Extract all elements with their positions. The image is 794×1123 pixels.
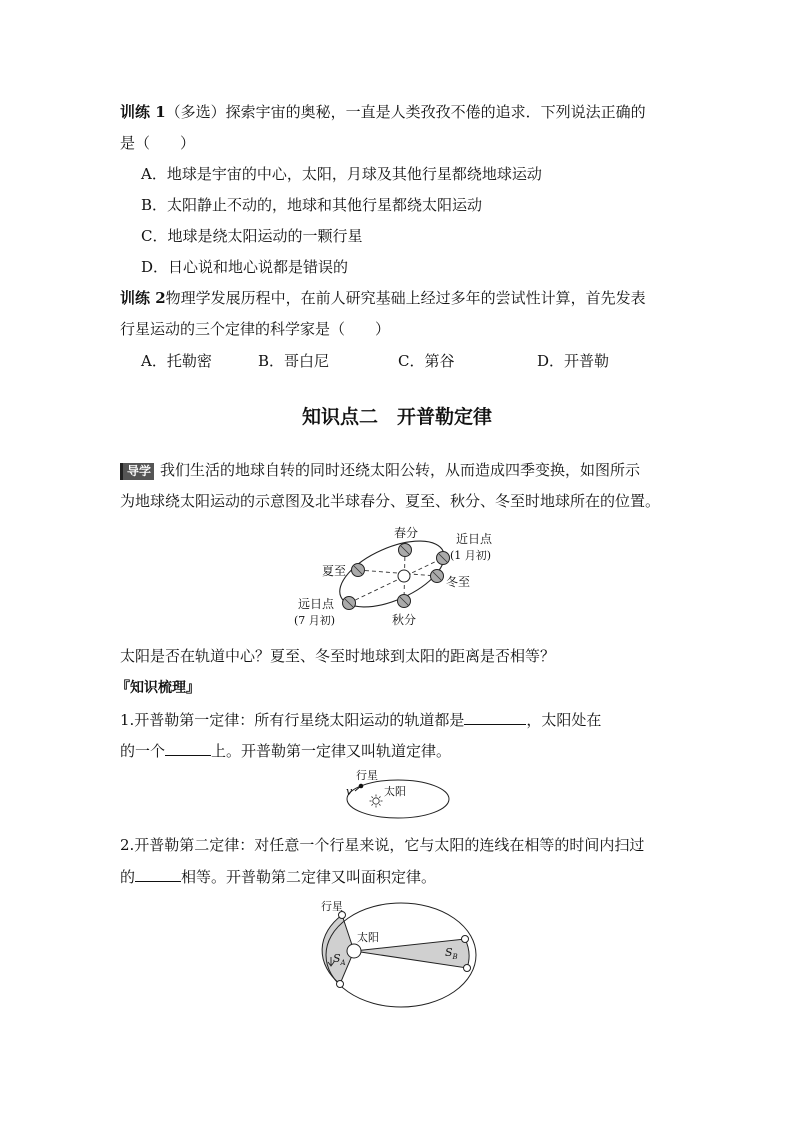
orbit-seasons-figure (290, 522, 520, 632)
axis-solstice (358, 570, 437, 576)
exercise-2-option-b: B．哥白尼 (258, 352, 330, 370)
exercise-1-question-line1 (120, 102, 646, 122)
sun-icon (398, 570, 410, 582)
label-winter: 冬至 (446, 575, 471, 589)
fig1-velocity-label: v (346, 785, 353, 798)
exercise-2-label: 训练 2 (120, 289, 166, 307)
exercise-1-option-a: A．地球是宇宙的中心，太阳，月球及其他行星都绕地球运动 (141, 165, 542, 183)
exercise-1-option-b: B．太阳静止不动的，地球和其他行星都绕太阳运动 (141, 196, 483, 214)
exercise-1-question-line2: 是（ ） (120, 134, 196, 152)
law1-blank-orbit[interactable] (464, 709, 526, 725)
label-aphelion: 远日点 (298, 597, 335, 611)
label-perihelion-time: (1 月初) (450, 549, 492, 562)
exercise-2-option-d: D．开普勒 (537, 352, 610, 370)
sun-icon-2 (347, 944, 361, 958)
fig1-planet-label: 行星 (356, 769, 378, 782)
summary-title: 『知识梳理』 (116, 680, 200, 696)
law1-text-3: 的一个 (120, 742, 166, 760)
sun-symbol-icon (370, 795, 383, 808)
label-perihelion: 近日点 (456, 532, 493, 546)
law2-text-2: 的 (120, 868, 136, 886)
exercise-2-text: 物理学发展历程中，在前人研究基础上经过多年的尝试性计算，首先发表 (165, 289, 646, 307)
exercise-1-text: （多选）探索宇宙的奥秘，一直是人类孜孜不倦的追求．下列说法正确的 (165, 103, 646, 121)
axis-apsides (349, 558, 443, 603)
label-autumn: 秋分 (392, 613, 417, 627)
exercise-2-option-a: A．托勒密 (141, 352, 212, 370)
guide-line2: 为地球绕太阳运动的示意图及北半球春分、夏至、秋分、冬至时地球所在的位置。 (120, 492, 661, 510)
law2-line1: 2.开普勒第二定律：对任意一个行星来说，它与太阳的连线在相等的时间内扫过 (120, 836, 645, 854)
fig1-sun-label: 太阳 (384, 785, 406, 798)
section-title: 知识点二 开普勒定律 (301, 406, 492, 428)
exercise-1-option-d: D．日心说和地心说都是错误的 (141, 258, 349, 276)
fig2-planet-label: 行星 (321, 900, 343, 913)
law1-text-1: 1.开普勒第一定律：所有行星绕太阳运动的轨道都是 (120, 711, 465, 729)
law2-blank-area[interactable] (135, 866, 181, 882)
kepler-second-law-figure (315, 894, 490, 1016)
guide-badge: 导学 (120, 463, 154, 480)
planet-position-4-icon (464, 965, 471, 972)
exercise-2-option-c: C．第谷 (398, 352, 455, 370)
exercise-1-option-c: C．地球是绕太阳运动的一颗行星 (141, 227, 363, 245)
law1-line2 (120, 740, 451, 761)
label-spring: 春分 (394, 526, 419, 540)
planet-position-2-icon (337, 981, 344, 988)
law1-line1 (120, 709, 601, 730)
exercise-1-label: 训练 1 (120, 103, 166, 121)
law1-blank-focus[interactable] (165, 740, 211, 756)
exercise-2-question-line1 (120, 288, 646, 308)
law1-text-2: ，太阳处在 (526, 711, 602, 729)
law2-line2 (120, 866, 436, 887)
kepler-first-law-figure (340, 766, 460, 822)
exercise-2-question-line2: 行星运动的三个定律的科学家是（ ） (120, 320, 391, 338)
label-aphelion-time: (7 月初) (294, 614, 336, 627)
fig2-sb-label: $S_B$ (445, 946, 458, 961)
orbit-question: 太阳是否在轨道中心？夏至、冬至时地球到太阳的距离是否相等？ (120, 647, 556, 665)
law2-text-3: 相等。开普勒第二定律又叫面积定律。 (181, 868, 437, 886)
label-summer: 夏至 (322, 564, 347, 578)
fig2-sun-label: 太阳 (357, 931, 379, 944)
guide-line1 (120, 460, 640, 480)
fig2-sa-label: $S_A$ (333, 952, 346, 967)
law1-text-4: 上。开普勒第一定律又叫轨道定律。 (211, 742, 452, 760)
planet-position-3-icon (462, 936, 469, 943)
guide-text: 我们生活的地球自转的同时还绕太阳公转，从而造成四季变换，如图所示 (160, 461, 641, 479)
